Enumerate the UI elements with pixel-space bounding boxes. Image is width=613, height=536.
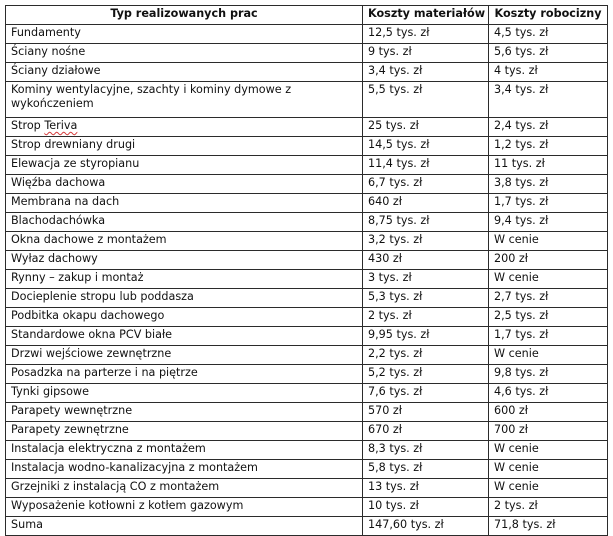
material-cost-cell: 570 zł xyxy=(363,403,489,422)
work-type-cell: Blachodachówka xyxy=(6,213,363,232)
work-type-cell: Elewacja ze styropianu xyxy=(6,156,363,175)
work-type-cell: Parapety zewnętrzne xyxy=(6,422,363,441)
labor-cost-cell: 2 tys. zł xyxy=(489,498,608,517)
work-type-cell: Kominy wentylacyjne, szachty i kominy dymowe z wykończeniem xyxy=(6,82,363,118)
labor-cost-cell: 4,6 tys. zł xyxy=(489,384,608,403)
table-row xyxy=(6,498,608,517)
table-row xyxy=(6,308,608,327)
table-row xyxy=(6,270,608,289)
material-cost-cell: 7,6 tys. zł xyxy=(363,384,489,403)
table-row xyxy=(6,63,608,82)
labor-cost-cell: 3,4 tys. zł xyxy=(489,82,608,118)
table-row xyxy=(6,44,608,63)
labor-cost-cell: 200 zł xyxy=(489,251,608,270)
header-row xyxy=(6,6,608,25)
work-type-cell: Parapety wewnętrzne xyxy=(6,403,363,422)
total-labor-cost-cell: 71,8 tys. zł xyxy=(489,517,608,536)
table-row xyxy=(6,479,608,498)
work-type-cell: Tynki gipsowe xyxy=(6,384,363,403)
material-cost-cell: 5,5 tys. zł xyxy=(363,82,489,118)
material-cost-cell: 2 tys. zł xyxy=(363,308,489,327)
header-material-costs: Koszty materiałów xyxy=(363,6,489,25)
table-row xyxy=(6,441,608,460)
labor-cost-cell: 700 zł xyxy=(489,422,608,441)
work-type-cell: Instalacja elektryczna z montażem xyxy=(6,441,363,460)
labor-cost-cell: 1,7 tys. zł xyxy=(489,327,608,346)
material-cost-cell: 5,2 tys. zł xyxy=(363,365,489,384)
work-type-cell: Instalacja wodno-kanalizacyjna z montażem xyxy=(6,460,363,479)
work-type-cell: Wyposażenie kotłowni z kotłem gazowym xyxy=(6,498,363,517)
material-cost-cell: 14,5 tys. zł xyxy=(363,137,489,156)
table-row xyxy=(6,403,608,422)
labor-cost-cell: 4,5 tys. zł xyxy=(489,25,608,44)
labor-cost-cell: W cenie xyxy=(489,441,608,460)
work-type-cell: Ściany nośne xyxy=(6,44,363,63)
table-row xyxy=(6,384,608,403)
work-type-cell: Fundamenty xyxy=(6,25,363,44)
work-type-cell: Okna dachowe z montażem xyxy=(6,232,363,251)
material-cost-cell: 3 tys. zł xyxy=(363,270,489,289)
table-row xyxy=(6,118,608,137)
labor-cost-cell: 4 tys. zł xyxy=(489,63,608,82)
labor-cost-cell: W cenie xyxy=(489,479,608,498)
labor-cost-cell: W cenie xyxy=(489,460,608,479)
spellcheck-underline: Teriva xyxy=(44,119,78,132)
work-type-cell: Docieplenie stropu lub poddasza xyxy=(6,289,363,308)
material-cost-cell: 430 zł xyxy=(363,251,489,270)
table-row xyxy=(6,213,608,232)
table-row xyxy=(6,327,608,346)
material-cost-cell: 670 zł xyxy=(363,422,489,441)
table-row xyxy=(6,137,608,156)
labor-cost-cell: 600 zł xyxy=(489,403,608,422)
labor-cost-cell: W cenie xyxy=(489,232,608,251)
work-type-cell: Strop Teriva xyxy=(6,118,363,137)
table-row xyxy=(6,25,608,44)
material-cost-cell: 640 zł xyxy=(363,194,489,213)
material-cost-cell: 5,8 tys. zł xyxy=(363,460,489,479)
material-cost-cell: 6,7 tys. zł xyxy=(363,175,489,194)
table-row xyxy=(6,365,608,384)
labor-cost-cell: 2,4 tys. zł xyxy=(489,118,608,137)
material-cost-cell: 13 tys. zł xyxy=(363,479,489,498)
table-row xyxy=(6,194,608,213)
work-type-cell: Standardowe okna PCV białe xyxy=(6,327,363,346)
work-type-cell: Podbitka okapu dachowego xyxy=(6,308,363,327)
table-row xyxy=(6,422,608,441)
cost-table xyxy=(5,5,608,536)
material-cost-cell: 5,3 tys. zł xyxy=(363,289,489,308)
material-cost-cell: 10 tys. zł xyxy=(363,498,489,517)
table-row xyxy=(6,460,608,479)
material-cost-cell: 3,4 tys. zł xyxy=(363,63,489,82)
labor-cost-cell: 9,4 tys. zł xyxy=(489,213,608,232)
work-type-cell: Ściany działowe xyxy=(6,63,363,82)
total-material-cost-cell: 147,60 tys. zł xyxy=(363,517,489,536)
material-cost-cell: 8,75 tys. zł xyxy=(363,213,489,232)
labor-cost-cell: W cenie xyxy=(489,270,608,289)
work-type-cell: Rynny – zakup i montaż xyxy=(6,270,363,289)
work-type-cell: Więźba dachowa xyxy=(6,175,363,194)
header-labor-costs: Koszty robocizny xyxy=(489,6,608,25)
table-row xyxy=(6,156,608,175)
table-row xyxy=(6,289,608,308)
labor-cost-cell: 11 tys. zł xyxy=(489,156,608,175)
labor-cost-cell: 1,2 tys. zł xyxy=(489,137,608,156)
table-row xyxy=(6,346,608,365)
labor-cost-cell: 5,6 tys. zł xyxy=(489,44,608,63)
material-cost-cell: 9 tys. zł xyxy=(363,44,489,63)
labor-cost-cell: 1,7 tys. zł xyxy=(489,194,608,213)
table-row xyxy=(6,82,608,118)
material-cost-cell: 8,3 tys. zł xyxy=(363,441,489,460)
labor-cost-cell: 3,8 tys. zł xyxy=(489,175,608,194)
work-type-cell: Drzwi wejściowe zewnętrzne xyxy=(6,346,363,365)
work-type-cell: Strop drewniany drugi xyxy=(6,137,363,156)
total-label-cell: Suma xyxy=(6,517,363,536)
work-type-cell: Grzejniki z instalacją CO z montażem xyxy=(6,479,363,498)
labor-cost-cell: 2,5 tys. zł xyxy=(489,308,608,327)
material-cost-cell: 25 tys. zł xyxy=(363,118,489,137)
work-type-cell: Posadzka na parterze i na piętrze xyxy=(6,365,363,384)
table-row xyxy=(6,251,608,270)
labor-cost-cell: 9,8 tys. zł xyxy=(489,365,608,384)
total-row xyxy=(6,517,608,536)
header-work-type: Typ realizowanych prac xyxy=(6,6,363,25)
table-row xyxy=(6,175,608,194)
work-type-cell: Wyłaz dachowy xyxy=(6,251,363,270)
labor-cost-cell: 2,7 tys. zł xyxy=(489,289,608,308)
material-cost-cell: 9,95 tys. zł xyxy=(363,327,489,346)
material-cost-cell: 3,2 tys. zł xyxy=(363,232,489,251)
work-type-cell: Membrana na dach xyxy=(6,194,363,213)
material-cost-cell: 12,5 tys. zł xyxy=(363,25,489,44)
material-cost-cell: 11,4 tys. zł xyxy=(363,156,489,175)
table-row xyxy=(6,232,608,251)
labor-cost-cell: W cenie xyxy=(489,346,608,365)
material-cost-cell: 2,2 tys. zł xyxy=(363,346,489,365)
